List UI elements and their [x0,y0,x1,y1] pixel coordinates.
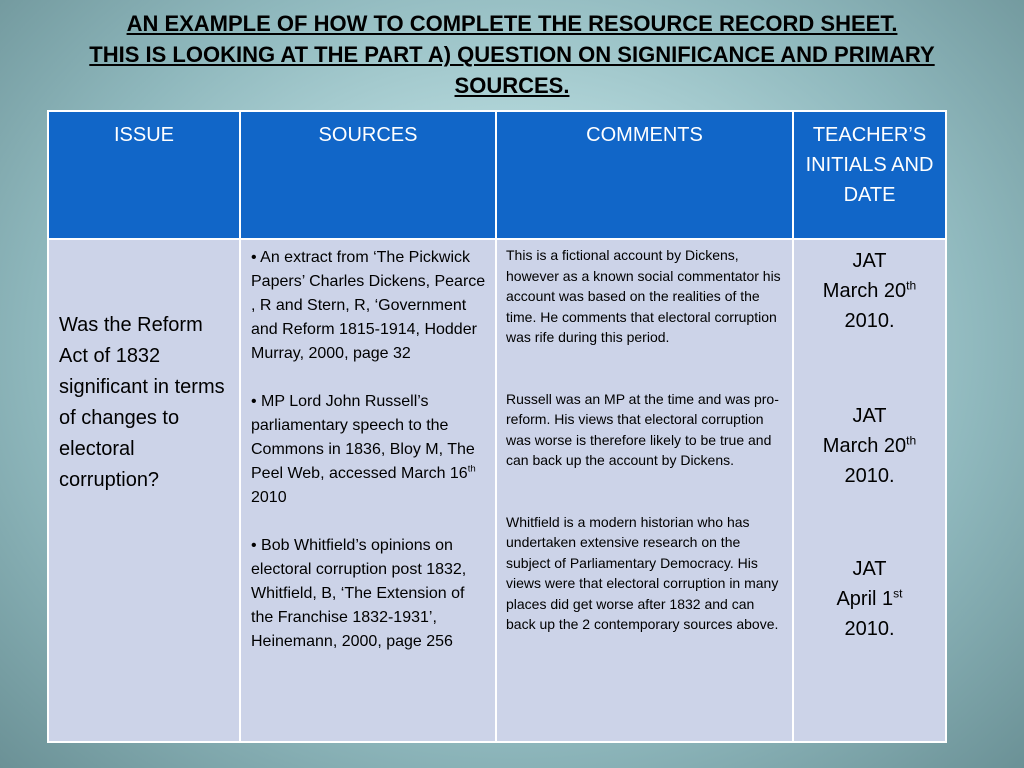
title-line-3: SOURCES. [454,73,570,98]
comment-1: This is a fictional account by Dickens, however as a known social commentator his account was based on the realities of the time. He comments that electoral corruption was rife during this period. [506,247,781,345]
header-teacher-initials-date: TEACHER’S INITIALS AND DATE [793,111,946,239]
teacher-date-3 [798,584,941,614]
teacher-initials-3: JAT [852,558,887,580]
page-title [0,8,1024,101]
title-line-1: AN EXAMPLE OF HOW TO COMPLETE THE RESOURCE RECORD SHEET. [126,11,898,36]
source-item-2-text: • MP Lord John Russell’s parliamentary speech to the Commons in 1836, Bloy M, The Peel Web, accessed March 16 [251,393,475,482]
header-sources: SOURCES [240,111,496,239]
teacher-year-1: 2010. [844,310,895,332]
teacher-date-1-sup: th [906,278,917,293]
teacher-initials-2: JAT [852,405,887,427]
resource-record-table [47,110,947,743]
teacher-date-3-sup: st [893,586,903,601]
teacher-year-3: 2010. [844,618,895,640]
header-comments: COMMENTS [496,111,793,239]
comment-2: Russell was an MP at the time and was pro-reform. His views that electoral corruption was worse is therefore likely to be true and can back up the account by Dickens. [506,390,779,468]
teacher-year-2: 2010. [844,465,895,487]
comments-cell [496,239,793,742]
teacher-cell [793,239,946,742]
header-issue: ISSUE [48,111,240,239]
teacher-signoff-3 [798,554,941,644]
table-row [48,239,946,742]
teacher-date-1 [798,276,941,306]
teacher-signoff-2 [798,401,941,491]
title-line-2: THIS IS LOOKING AT THE PART A) QUESTION ON SIGNIFICANCE AND PRIMARY [89,42,935,67]
source-item-2-sup: th [467,463,476,475]
source-item-1: • An extract from ‘The Pickwick Papers’ Charles Dickens, Pearce , R and Stern, R, ‘Government and Reform 1815-1914, Hodder Murray, 2000, page 32 [251,249,486,362]
teacher-date-3-text: April 1 [836,588,894,610]
sources-cell [240,239,496,742]
source-item-2 [251,390,487,510]
source-item-2-year: 2010 [251,489,287,506]
source-item-3: • Bob Whitfield’s opinions on electoral corruption post 1832, Whitfield, B, ‘The Extension of the Franchise 1832-1931’, Heinemann, 2000, page 256 [251,537,467,650]
teacher-signoff-1 [798,246,941,336]
issue-cell: Was the Reform Act of 1832 significant in terms of changes to electoral corruption? [48,239,240,742]
teacher-date-2-sup: th [906,433,917,448]
header-row [48,111,946,239]
teacher-date-2 [798,431,941,461]
teacher-date-2-text: March 20 [822,435,907,457]
teacher-initials-1: JAT [852,250,887,272]
teacher-date-1-text: March 20 [822,280,907,302]
comment-3: Whitfield is a modern historian who has undertaken extensive research on the subject of Parliamentary Democracy. His views were that electoral corruption in many places did get worse after 1832 and can back up the 2 contemporary sources above. [506,513,779,632]
